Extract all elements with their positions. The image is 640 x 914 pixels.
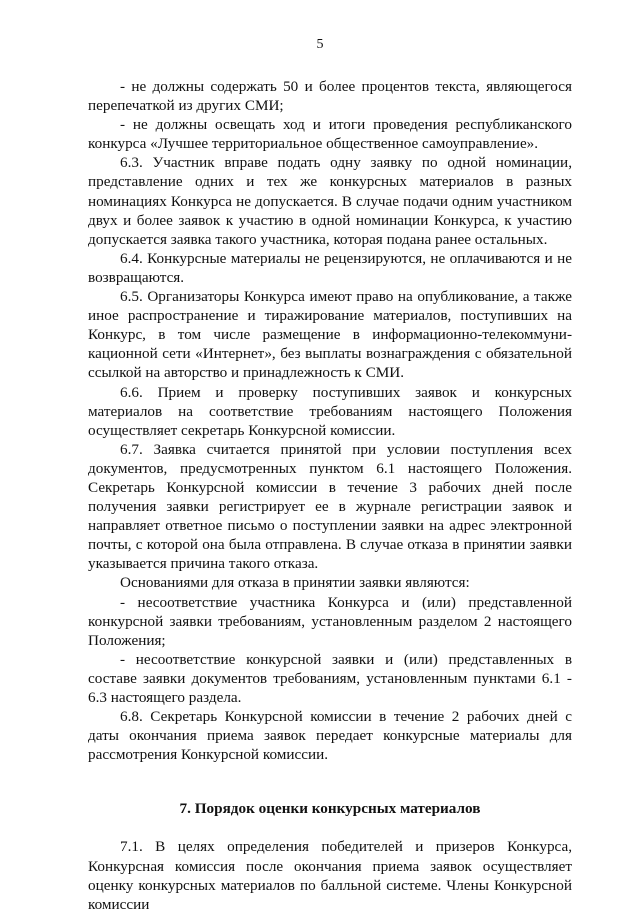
paragraph: 6.6. Прием и проверку поступивших заявок и конкурсных материалов на соответствие требованиям настоящего Положения осуществляет секретарь Конкурсной комиссии.	[88, 383, 572, 439]
paragraph: - несоответствие конкурсной заявки и (или) представленных в составе заявки документов требованиям, установленным пунктами 6.1 - 6.3 настоящего раздела.	[88, 650, 572, 706]
paragraph: 6.8. Секретарь Конкурсной комиссии в течение 2 рабочих дней с даты окончания приема заявок передает конкурсные материалы для рассмотрения Конкурсной комиссии.	[88, 708, 572, 764]
paragraph: 6.7. Заявка считается принятой при условии поступления всех документов, предусмотренных пунктом 6.1 настоящего Положения. Секретарь Конкурсной комиссии в течение 3 рабочих дней после получения заявки регистрирует ее в журнале регистрации заявок и направляет ответное письмо о поступлении заявки на адрес электронной почты, с которой она была отправлена. В случае отказа в принятии заявки указывается причина такого отказа.	[88, 440, 572, 573]
paragraph: 6.5. Организаторы Конкурса имеют право на опубликование, а также иное распространение и тиражирование материалов, поступивших на Конкурс, в том числе размещение в информационно-телекоммуни-кационной сети «Интернет», без выплаты вознаграждения с обязательной ссылкой на авторство и принадлежность к СМИ.	[88, 288, 572, 382]
section-heading: 7. Порядок оценки конкурсных материалов	[179, 800, 481, 818]
paragraph: - несоответствие участника Конкурса и (или) представленной конкурсной заявки требованиям, установленным разделом 2 настоящего Положения;	[88, 593, 572, 649]
paragraph: - не должны освещать ход и итоги проведения республиканского конкурса «Лучшее территориальное общественное самоуправление».	[88, 116, 572, 153]
document-body	[88, 77, 572, 914]
paragraph: - не должны содержать 50 и более процентов текста, являющегося перепечаткой из других СМИ;	[88, 78, 572, 115]
paragraph: Основаниями для отказа в принятии заявки являются:	[120, 574, 470, 592]
paragraph: 6.3. Участник вправе подать одну заявку по одной номинации, представление одних и тех же конкурсных материалов в разных номинациях Конкурса не допускается. В случае подачи одним участником двух и более заявок к участию в одной номинации Конкурса, к участию допускается заявка такого участника, которая подана ранее остальных.	[88, 154, 572, 248]
paragraph: 6.4. Конкурсные материалы не рецензируются, не оплачиваются и не возвращаются.	[88, 249, 572, 286]
page-number: 5	[316, 37, 324, 52]
paragraph: 7.1. В целях определения победителей и призеров Конкурса, Конкурсная комиссия после окончания приема заявок осуществляет оценку конкурсных материалов по балльной системе. Члены Конкурсной комиссии	[88, 838, 572, 913]
